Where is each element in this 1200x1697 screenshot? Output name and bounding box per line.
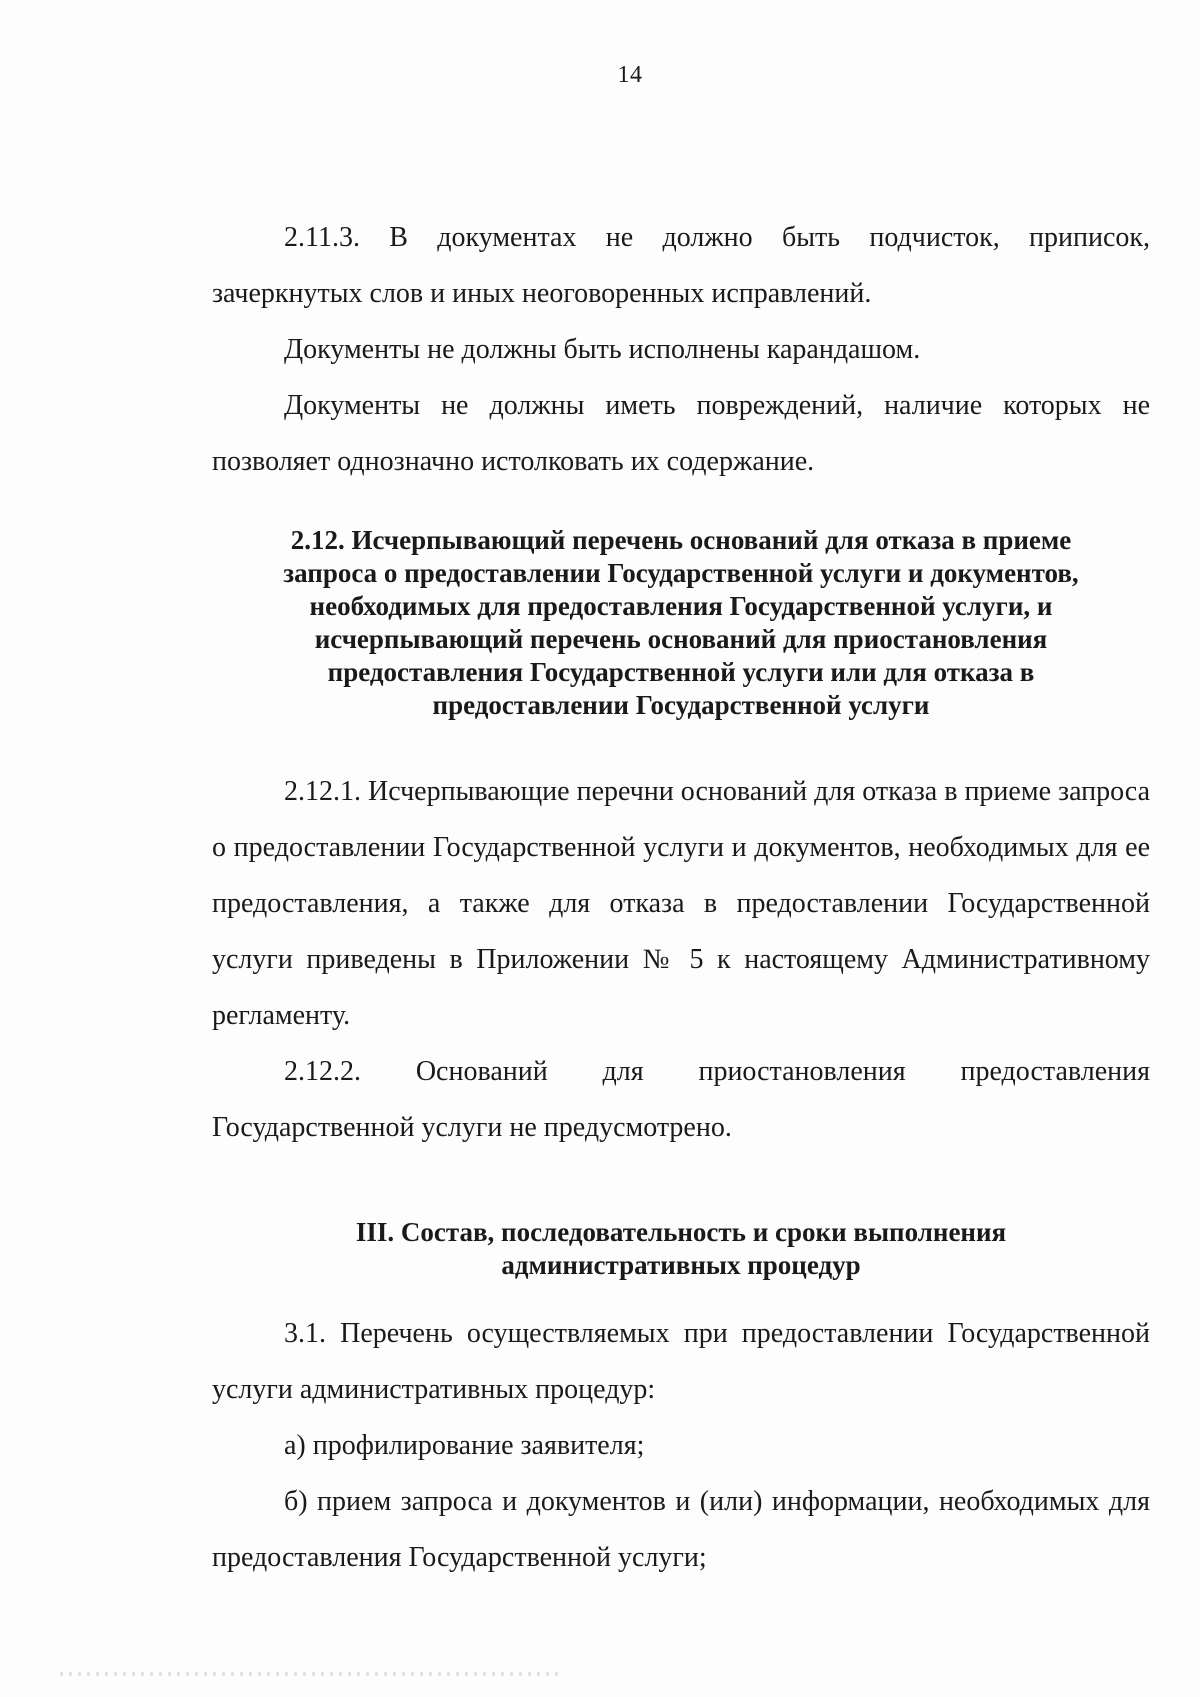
section-heading-3: III. Состав, последовательность и сроки выполнения административных процедур [355,1217,1007,1280]
paragraph-2-12-1: 2.12.1. Исчерпывающие перечни оснований для отказа в приеме запроса о предоставлении Государственной услуги и документов, необходимых для ее предоставления, а также для отказа в предоставлении Государственной услуги приведены в Приложении № 5 к настоящему Административному регламенту. [212,776,1150,1031]
paragraph-damage: Документы не должны иметь повреждений, наличие которых не позволяет однозначно истолковать их содержание. [212,390,1150,477]
page-number: 14 [617,62,643,88]
document-body [212,210,1150,1586]
paragraph-2-12-2: 2.12.2. Оснований для приостановления предоставления Государственной услуги не предусмотрено. [212,1056,1150,1143]
paragraph-3-1: 3.1. Перечень осуществляемых при предоставлении Государственной услуги административных процедур: [212,1318,1150,1405]
scan-artifact [60,1672,560,1676]
list-item-a: а) профилирование заявителя; [284,1430,645,1461]
paragraph-pencil: Документы не должны быть исполнены карандашом. [284,334,921,365]
section-heading-2-12: 2.12. Исчерпывающий перечень оснований для отказа в приеме запроса о предоставлении Государственной услуги и документов, необходимых для предоставления Государственной услуги, и исчерпывающий перечень оснований для приостановления предоставления Государственной услуги или для отказа в предоставлении Государственной услуги [283,525,1079,720]
list-item-b: б) прием запроса и документов и (или) информации, необходимых для предоставления Государственной услуги; [212,1486,1150,1573]
paragraph-2-11-3: 2.11.3. В документах не должно быть подчисток, приписок, зачеркнутых слов и иных неоговоренных исправлений. [212,222,1150,309]
